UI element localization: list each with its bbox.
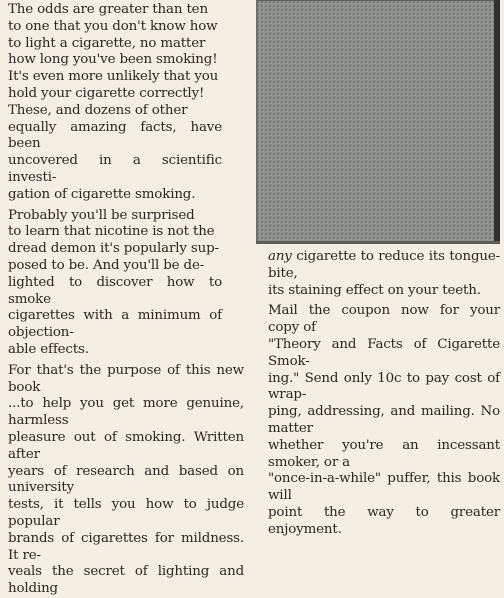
continuation-paragraph: [268, 249, 500, 299]
photo-left-edge: [256, 0, 258, 244]
photo-right-edge: [494, 0, 500, 244]
advertisement-photo: [256, 0, 500, 244]
photo-bottom-edge: [256, 241, 500, 244]
emphasis-any: any: [268, 249, 292, 264]
book-purpose-paragraph: For that's the purpose of this new book ...to help you get more genuine, harmless pleasure out of smoking. Written after years of research and based on university tests, it tells you how to judge popular brands of cigarettes for mildness. It re- veals the secret of lighting and holding: [8, 362, 244, 597]
intro-paragraph: The odds are greater than ten to one that you don't know how to light a cigarette, no matter how long you've been smoking! It's even more unlikely that you hold your cigarette correctly! These, and dozens of other equally amazing facts, have been uncovered in a scientific investi- gation of cigarette smoking.: [8, 2, 222, 202]
right-text-column: [268, 249, 500, 539]
left-text-column: [8, 2, 244, 598]
nicotine-paragraph: Probably you'll be surprised to learn that nicotine is not the dread demon it's popularly sup- posed to be. And you'll be de- lighted to discover how to smoke cigarettes with a minimum of objection- able effects.: [8, 207, 222, 357]
continuation-text: cigarette to reduce its tongue-bite, its staining effect on your teeth.: [268, 249, 500, 298]
coupon-paragraph: Mail the coupon now for your copy of "Theory and Facts of Cigarette Smok- ing." Send only 10c to pay cost of wrap- ping, addressing, and mailing. No matter whether you're an incessant smoker, or a "once-in-a-while" puffer, this book will point the way to greater enjoyment.: [268, 303, 500, 537]
